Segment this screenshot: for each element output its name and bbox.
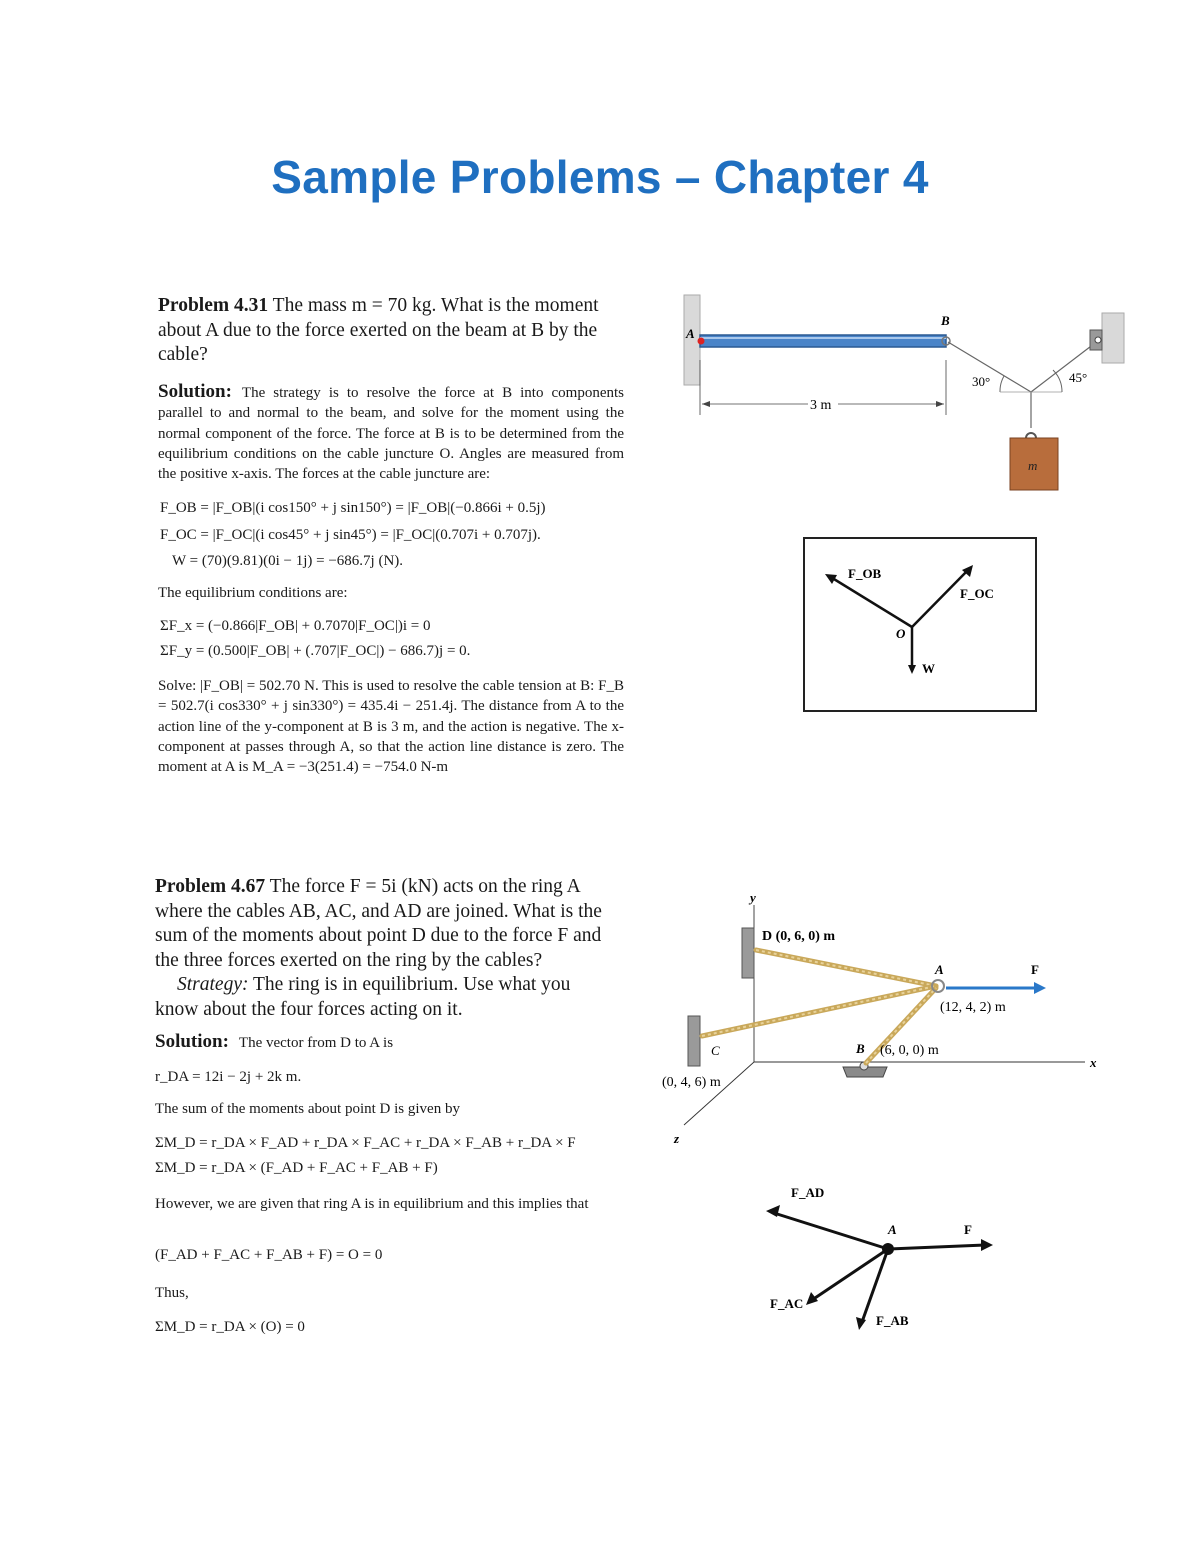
- fbd-label-o: O: [896, 626, 906, 641]
- bracket-d: [742, 928, 754, 978]
- label-point-d: D (0, 6, 0) m: [762, 929, 836, 944]
- strategy-label: Strategy:: [177, 974, 249, 995]
- problem-4-31-statement: The mass m = 70 kg. What is the moment about A due to the force exerted on the beam at B by the cable?: [158, 295, 599, 365]
- fig-label-a: A: [686, 326, 695, 341]
- strategy-text: The ring is in equilibrium. Use what you know about the four forces acting on it.: [155, 974, 571, 1020]
- problem-4-31-solution-intro: The strategy is to resolve the force at B into components parallel to and normal to the beam, and solve for the moment using the normal component of the force. The force at B is to be determined from the equilibrium conditions on the cable juncture O. Angles are measured from the positive x-axis. The forces at the cable juncture are:: [158, 385, 624, 483]
- fbd-arrow-fac: [812, 1249, 888, 1300]
- label-point-c: C: [711, 1043, 720, 1058]
- fbd-ring-a: [882, 1243, 894, 1255]
- equation-f-ob: F_OB = |F_OB|(i cos150° + j sin150°) = |F_OB|(−0.866i + 0.5j): [160, 500, 546, 516]
- label-point-b: B: [856, 1041, 865, 1056]
- equilibrium-intro: The equilibrium conditions are:: [158, 585, 348, 601]
- label-point-c-coords: (0, 4, 6) m: [662, 1075, 721, 1090]
- equation-f-oc: F_OC = |F_OC|(i cos45° + j sin45°) = |F_OC|(0.707i + 0.707j).: [160, 527, 541, 543]
- equation-sum-fy: ΣF_y = (0.500|F_OB| + (.707|F_OC|) − 686.7)j = 0.: [160, 643, 471, 659]
- fbd-arrowhead-f: [981, 1239, 993, 1251]
- fbd-label-fob: F_OB: [848, 566, 882, 581]
- problem-4-67-statement: The force F = 5i (kN) acts on the ring A where the cables AB, AC, and AD are joined. What is the sum of the moments about point D due to the force F and the three forces exerted on the ring by the cables?: [155, 876, 602, 971]
- solve-paragraph: Solve: |F_OB| = 502.70 N. This is used to resolve the cable tension at B: F_B = 502.7(i cos330° + j sin330°) = 435.4i − 251.4j. The distance from A to the action line of the y-component at B is 3 m, and the action is negative. The x-component at passes through A, so that the action line distance is zero. The moment at A is M_A = −3(251.4) = −754.0 N-m: [158, 678, 624, 776]
- problem-4-67-label: Problem 4.67: [155, 876, 266, 897]
- label-point-a-coords: (12, 4, 2) m: [940, 1000, 1006, 1015]
- z-axis: [684, 1062, 754, 1125]
- fig-dimension: 3 m: [810, 398, 832, 413]
- fbd-label-fab: F_AB: [876, 1313, 909, 1328]
- fbd-label-foc: F_OC: [960, 586, 994, 601]
- sum-intro: The sum of the moments about point D is given by: [155, 1101, 460, 1117]
- label-point-a: A: [935, 962, 944, 977]
- label-force-f: F: [1031, 962, 1039, 977]
- fbd-label-f: F: [964, 1222, 972, 1237]
- bracket-c: [688, 1016, 700, 1066]
- problem-4-31-solution-label: Solution:: [158, 381, 232, 402]
- fbd-arrow-f: [888, 1245, 985, 1249]
- equation-sum-md-zero: ΣM_D = r_DA × (O) = 0: [155, 1319, 305, 1335]
- equation-sum-fx: ΣF_x = (−0.866|F_OB| + 0.7070|F_OC|)i = 0: [160, 618, 431, 634]
- fbd-label-a: A: [888, 1222, 897, 1237]
- equation-weight: W = (70)(9.81)(0i − 1j) = −686.7j (N).: [172, 553, 404, 569]
- fbd-label-fac: F_AC: [770, 1296, 804, 1311]
- axis-label-x: x: [1090, 1055, 1097, 1070]
- force-f-arrowhead: [1034, 982, 1046, 994]
- fbd-arrow-fab: [862, 1249, 888, 1322]
- equation-forces-sum-zero: (F_AD + F_AC + F_AB + F) = O = 0: [155, 1247, 383, 1263]
- fbd-label-fad: F_AD: [791, 1185, 825, 1200]
- fbd-arrow-fad: [774, 1213, 888, 1249]
- thus-text: Thus,: [155, 1285, 189, 1301]
- equation-r-da: r_DA = 12i − 2j + 2k m.: [155, 1069, 302, 1085]
- problem-4-31-label: Problem 4.31: [158, 295, 269, 316]
- fig-label-b: B: [941, 313, 950, 328]
- equation-sum-md-expanded: ΣM_D = r_DA × F_AD + r_DA × F_AC + r_DA × F_AB + r_DA × F: [155, 1135, 576, 1151]
- equation-sum-md-factored: ΣM_D = r_DA × (F_AD + F_AC + F_AB + F): [155, 1160, 438, 1176]
- fbd-label-w: W: [922, 661, 935, 676]
- fig-mass-label: m: [1028, 458, 1038, 473]
- fig-angle-30: 30°: [972, 374, 991, 389]
- axis-label-z: z: [674, 1131, 680, 1146]
- axis-label-y: y: [750, 890, 756, 905]
- equilibrium-text: However, we are given that ring A is in equilibrium and this implies that: [155, 1196, 589, 1212]
- fig-angle-45: 45°: [1069, 370, 1088, 385]
- problem-4-67-solution-intro: The vector from D to A is: [238, 1035, 394, 1051]
- label-point-b-coords: (6, 0, 0) m: [880, 1043, 939, 1058]
- problem-4-67-solution-label: Solution:: [155, 1031, 229, 1052]
- page-title: Sample Problems – Chapter 4: [271, 151, 929, 203]
